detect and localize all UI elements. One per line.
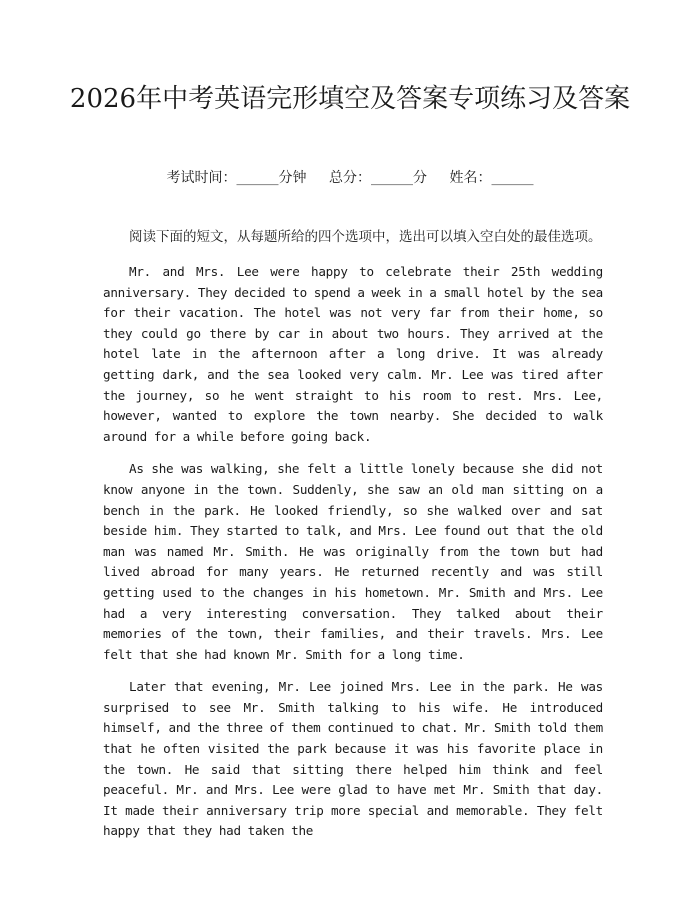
student-name-field: 姓名：______ xyxy=(449,170,534,186)
exam-info xyxy=(0,168,700,188)
exam-time-field: 考试时间：______分钟 xyxy=(166,170,307,186)
instruction-text: 阅读下面的短文，从每题所给的四个选项中，选出可以填入空白处的最佳选项。 xyxy=(129,229,602,245)
document-body xyxy=(103,227,603,854)
document-title: 2026年中考英语完形填空及答案专项练习及答案 xyxy=(69,84,631,114)
passage-paragraph-3: Later that evening, Mr. Lee joined Mrs. Lee in the park. He was surprised to see Mr. Smith talking to his wife. He introduced himself, and the three of them continued to chat. Mr. Smith told them that he often visited the park because it was his favorite place in the town. He said that sitting there helped him think and feel peaceful. Mr. and Mrs. Lee were glad to have met Mr. Smith that day. It made their anniversary trip more special and memorable. They felt happy that they had taken the xyxy=(103,679,603,839)
total-score-field: 总分：______分 xyxy=(329,170,427,186)
passage-paragraph-2: As she was walking, she felt a little lonely because she did not know anyone in the town. Suddenly, she saw an old man sitting on a bench in the park. He looked friendly, so she walked over and sat beside him. They started to talk, and Mrs. Lee found out that the old man was named Mr. Smith. He was originally from the town but had lived abroad for many years. He returned recently and was still getting used to the changes in his hometown. Mr. Smith and Mrs. Lee had a very interesting conversation. They talked about their memories of the town, their families, and their travels. Mrs. Lee felt that she had known Mr. Smith for a long time. xyxy=(103,461,603,662)
passage-paragraph-1: Mr. and Mrs. Lee were happy to celebrate their 25th wedding anniversary. They decided to spend a week in a small hotel by the sea for their vacation. The hotel was not very far from their home, so they could go there by car in about two hours. They arrived at the hotel late in the afternoon after a long drive. It was already getting dark, and the sea looked very calm. Mr. Lee was tired after the journey, so he went straight to his room to rest. Mrs. Lee, however, wanted to explore the town nearby. She decided to walk around for a while before going back. xyxy=(103,264,603,444)
